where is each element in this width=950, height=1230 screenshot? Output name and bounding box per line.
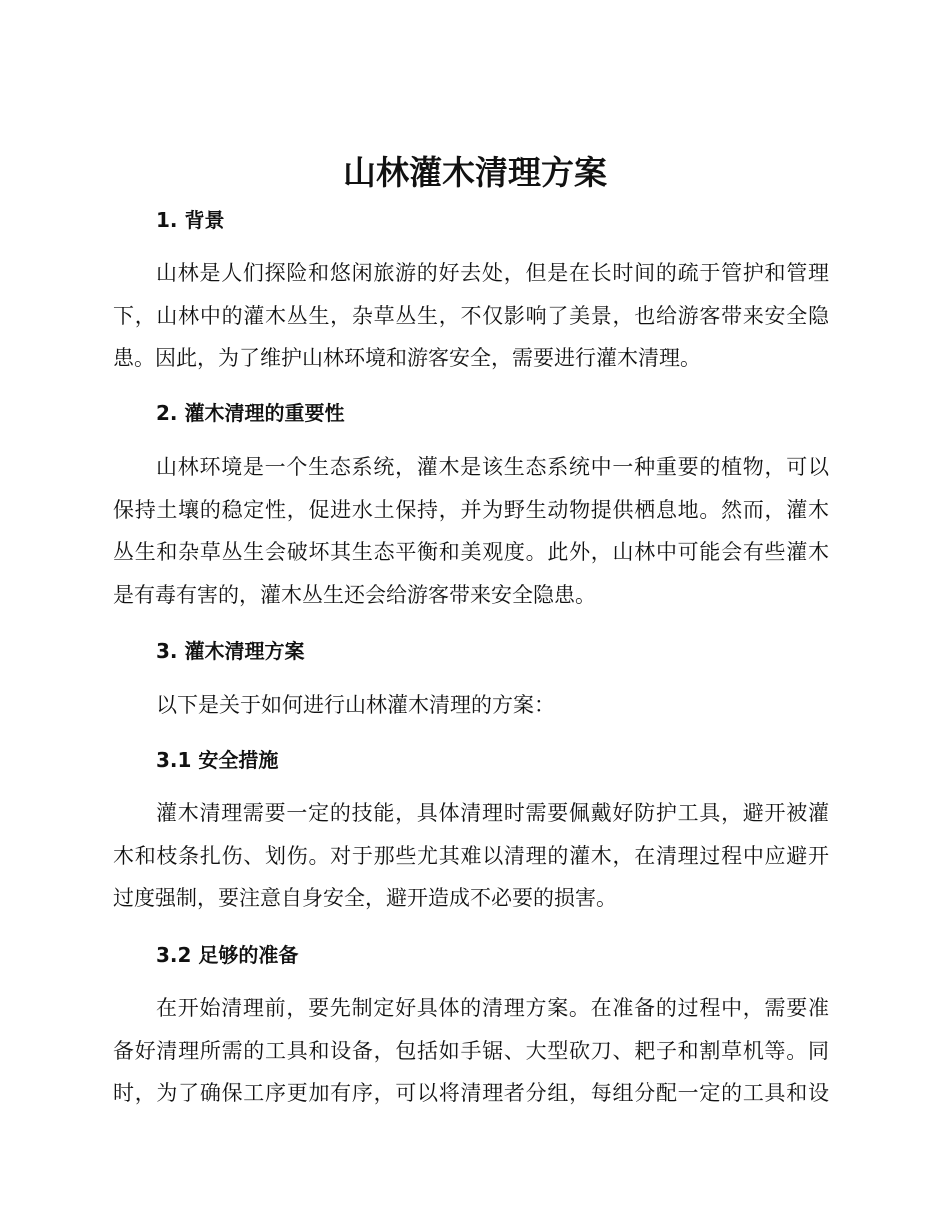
paragraph-line: 灌木清理需要一定的技能，具体清理时需要佩戴好防护工具，避开被灌 bbox=[156, 801, 829, 825]
paragraph-line: 备好清理所需的工具和设备，包括如手锯、大型砍刀、耙子和割草机等。同 bbox=[113, 1038, 829, 1063]
section-heading-safety: 3.1 安全措施 bbox=[156, 748, 279, 772]
section-heading-preparation: 3.2 足够的准备 bbox=[156, 943, 299, 967]
section-heading-background: 1. 背景 bbox=[156, 208, 225, 232]
paragraph-line: 下，山林中的灌木丛生，杂草丛生，不仅影响了美景，也给游客带来安全隐 bbox=[113, 303, 829, 328]
paragraph-line: 山林环境是一个生态系统，灌木是该生态系统中一种重要的植物，可以 bbox=[156, 455, 829, 479]
paragraph-line: 丛生和杂草丛生会破坏其生态平衡和美观度。此外，山林中可能会有些灌木 bbox=[113, 540, 829, 564]
paragraph-line: 保持土壤的稳定性，促进水土保持，并为野生动物提供栖息地。然而，灌木 bbox=[113, 497, 829, 522]
paragraph-line: 木和枝条扎伤、划伤。对于那些尤其难以清理的灌木，在清理过程中应避开 bbox=[113, 843, 829, 868]
section-paragraph-plan bbox=[113, 684, 829, 727]
paragraph-line: 在开始清理前，要先制定好具体的清理方案。在准备的过程中，需要准 bbox=[156, 996, 829, 1020]
paragraph-line: 是有毒有害的，灌木丛生还会给游客带来安全隐患。 bbox=[113, 582, 596, 607]
paragraph-line: 患。因此，为了维护山林环境和游客安全，需要进行灌木清理。 bbox=[113, 346, 701, 370]
paragraph-line: 时，为了确保工序更加有序，可以将清理者分组，每组分配一定的工具和设 bbox=[113, 1081, 829, 1105]
paragraph-line: 以下是关于如何进行山林灌木清理的方案： bbox=[156, 693, 555, 717]
section-heading-importance: 2. 灌木清理的重要性 bbox=[156, 401, 345, 425]
section-paragraph-importance bbox=[113, 446, 829, 616]
paragraph-line: 过度强制，要注意自身安全，避开造成不必要的损害。 bbox=[113, 886, 617, 910]
document-title: 山林灌木清理方案 bbox=[343, 153, 607, 192]
section-heading-plan: 3. 灌木清理方案 bbox=[156, 639, 305, 663]
section-paragraph-background bbox=[113, 252, 829, 380]
section-paragraph-preparation bbox=[113, 987, 829, 1115]
section-paragraph-safety bbox=[113, 792, 829, 920]
paragraph-line: 山林是人们探险和悠闲旅游的好去处，但是在长时间的疏于管护和管理 bbox=[156, 261, 829, 285]
